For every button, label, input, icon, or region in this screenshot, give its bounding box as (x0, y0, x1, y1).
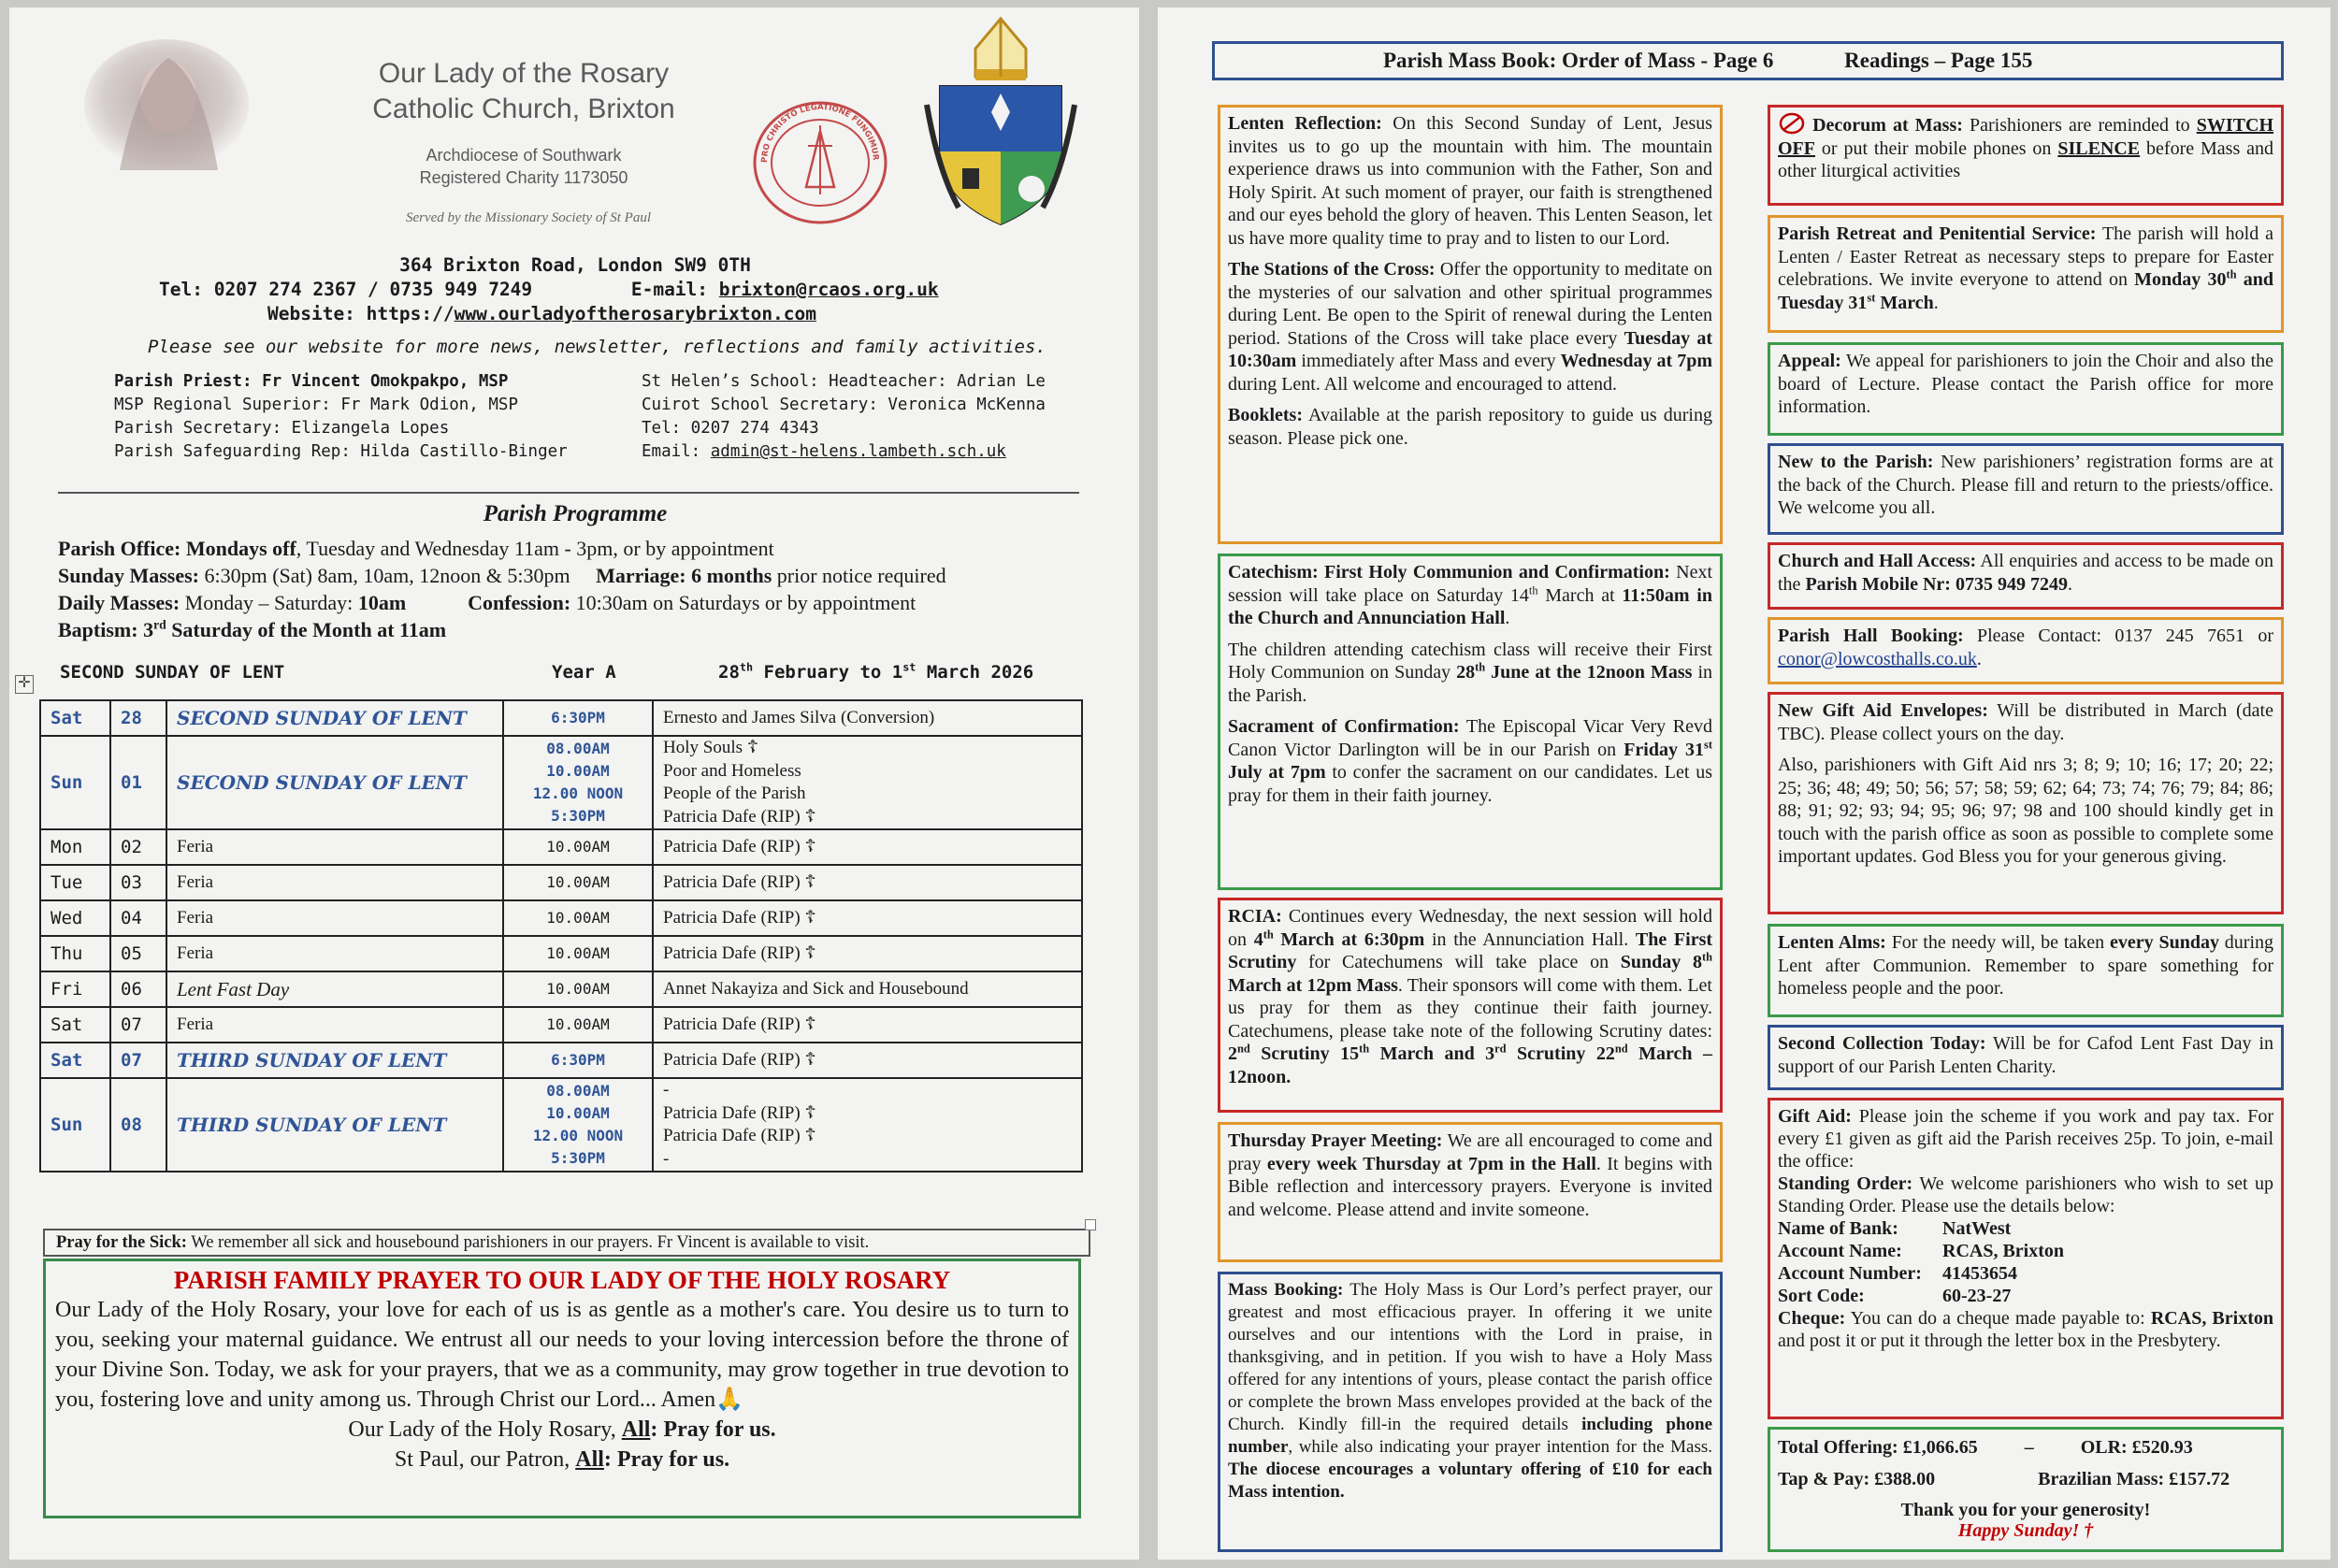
time-cell (503, 1078, 653, 1172)
day-cell: Sat (40, 1043, 110, 1078)
day-cell: Sun (40, 1078, 110, 1172)
mass-time: 10.00AM (546, 1015, 610, 1033)
gift-aid-box: Gift Aid: Please join the scheme if you work and pay tax. For every £1 given as gift aid the Parish receives 25p. To join, e-mail the office: Standing Order: We welcome parishioners who wish to set up Standing Order. Please use the details below: Name of Bank: NatWest Account Name: RCAS, Brixton Account Number: 41453654 Sort Code: 60-23-27 Cheque: You can do a cheque made payable to: RCAS, Brixton and post it or put it through the letter box in the Presbytery. (1768, 1098, 2284, 1419)
intention-cell (653, 936, 1082, 971)
table-row (40, 829, 1082, 865)
mass-intention: Holy Souls ☦ (663, 738, 759, 757)
day-cell: Thu (40, 936, 110, 971)
appeal-box: Appeal: We appeal for parishioners to join the Choir and also the board of Lecture. Please contact the Parish office for more information. (1768, 342, 2284, 436)
school-email-link[interactable]: admin@st-helens.lambeth.sch.uk (710, 442, 1006, 461)
new-parish-box: New to the Parish: New parishioners’ registration forms are at the back of the Church. Please fill and return to the priests/office. We welcome you all. (1768, 443, 2284, 535)
mass-intention: Patricia Dafe (RIP) ☦ (663, 836, 816, 856)
mass-time: 10.00AM (546, 873, 610, 891)
thursday-prayer-box: Thursday Prayer Meeting: We are all encouraged to come and pray every week Thursday at 7pm in the Hall. It begins with Bible reflection and intercessory prayers. Everyone is invited and welcome. Please attend and invite someone. (1218, 1122, 1723, 1262)
mass-time: 12.00 NOON (532, 784, 624, 802)
day-cell: Sat (40, 1007, 110, 1043)
mass-booking-box: Mass Booking: The Holy Mass is Our Lord’s perfect prayer, our greatest and most efficacious prayer. In offering it we unite ourselves and our intentions with the Lord in praise, in thanksgiving, and in petition. If you wish to have a Holy Mass offered for any intentions of yours, please contact the parish office or complete the brown Mass envelopes provided at the back of the Church. Kindly fill-in the required details including phone number, while also indicating your prayer intention for the Mass. The diocese encourages a voluntary offering of £10 for each Mass intention. (1218, 1272, 1723, 1552)
table-row (40, 865, 1082, 900)
time-cell (503, 971, 653, 1007)
liturgy-cell: THIRD SUNDAY OF LENT (166, 1078, 503, 1172)
readings-page: Readings – Page 155 (1844, 49, 2033, 72)
time-cell (503, 865, 653, 900)
pray-for-sick: Pray for the Sick: We remember all sick and housebound parishioners in our prayers. Fr Vincent is available to visit. (43, 1229, 1090, 1257)
date-cell: 06 (110, 971, 166, 1007)
mass-intention: Poor and Homeless (663, 760, 801, 781)
table-row (40, 1078, 1082, 1172)
charity-number: Registered Charity 1173050 (419, 168, 628, 187)
date-cell: 07 (110, 1043, 166, 1078)
hall-email-link[interactable]: conor@lowcosthalls.co.uk (1778, 648, 1977, 669)
intention-cell (653, 1007, 1082, 1043)
mass-intention: - (663, 1080, 670, 1100)
mass-time: 08.00AM (546, 1082, 610, 1100)
coat-of-arms-logo (921, 11, 1080, 228)
intention-cell (653, 1078, 1082, 1172)
mass-intention: Patricia Dafe (RIP) ☦ (663, 1014, 816, 1034)
staff-row: MSP Regional Superior: Fr Mark Odion, MSP (114, 396, 518, 414)
mass-time: 5:30PM (551, 807, 605, 825)
seal-text: PRO CHRISTO LEGATIONE FUNGIMUR (759, 102, 881, 164)
intention-cell (653, 971, 1082, 1007)
prayer-body: Our Lady of the Holy Rosary, your love for each of us is as gentle as a mother's care. You desire us to turn to you, seeking your maternal guidance. We entrust all our needs to your loving intercession before the throne of your Divine Son. Today, we ask for your prayers, that we as a community, may grow together in true devotion to you, fostering love and unity among us. Through Christ our Lord... Amen🙏 (55, 1298, 1069, 1412)
divider (58, 492, 1079, 494)
mass-intention: Patricia Dafe (RIP) ☦ (663, 871, 816, 892)
church-address: 364 Brixton Road, London SW9 0TH (399, 254, 751, 276)
hall-access-box: Church and Hall Access: All enquiries and access to be made on the Parish Mobile Nr: 0735 949 7249. (1768, 542, 2284, 610)
mass-intention: Patricia Dafe (RIP) ☦ (663, 806, 816, 827)
church-name-line2: Catholic Church, Brixton (372, 94, 675, 124)
lenten-reflection-box: Lenten Reflection: On this Second Sunday of Lent, Jesus invites us to go up the mountain with him. The mountain experience draws us into communion with the Father, Son and Holy Spirit. At such moment of prayer, our faith is strengthened and our eyes behold the glory of heaven. This Lenten Season, let us have more quality time to pray and to listen to our Lord. The Stations of the Cross: Offer the opportunity to meditate on the mysteries of our salvation and other spiritual programmes during Lent. Be open to the Spirit of renewal during the Lenten period. Stations of the Cross will take place every Tuesday at 10:30am immediately after Mass and every Wednesday at 7pm during Lent. All welcome and encouraged to attend. Booklets: Available at the parish repository to guide us during season. Please pick one. (1218, 105, 1723, 544)
total-offering: £1,066.65 (1902, 1437, 1978, 1458)
mass-time: 6:30PM (551, 1051, 605, 1069)
date-cell: 28 (110, 700, 166, 736)
church-email-link[interactable]: brixton@rcaos.org.uk (718, 279, 939, 300)
hall-booking-box: Parish Hall Booking: Please Contact: 0137 245 7651 or conor@lowcosthalls.co.uk. (1768, 617, 2284, 684)
staff-row: Parish Safeguarding Rep: Hilda Castillo-Binger (114, 442, 568, 461)
mass-time: 10.00AM (546, 909, 610, 927)
time-cell (503, 1043, 653, 1078)
mass-time: 10.00AM (546, 980, 610, 998)
day-cell: Mon (40, 829, 110, 865)
mass-intention: People of the Parish (663, 784, 806, 803)
table-row (40, 736, 1082, 829)
mass-intention: Patricia Dafe (RIP) ☦ (663, 942, 816, 963)
right-page (1158, 7, 2331, 1560)
served-by: Served by the Missionary Society of St Paul (405, 210, 652, 225)
liturgy-cell: Feria (166, 900, 503, 936)
msp-seal-logo (750, 97, 890, 228)
lenten-alms-box: Lenten Alms: For the needy will, be taken every Sunday during Lent after Communion. Remember to spare something for homeless people and the poor. (1768, 924, 2284, 1017)
mass-time: 10.00AM (546, 838, 610, 856)
church-name (365, 56, 683, 127)
mass-intention: Annet Nakayiza and Sick and Housebound (663, 978, 969, 999)
programme-title: Parish Programme (483, 501, 668, 526)
liturgical-year: Year A (552, 662, 616, 683)
second-collection-box: Second Collection Today: Will be for Cafod Lent Fast Day in support of our Parish Lenten Charity. (1768, 1025, 2284, 1090)
week-dates: 28th February to 1st March 2026 (718, 660, 1034, 683)
table-row (40, 900, 1082, 936)
time-cell (503, 1007, 653, 1043)
liturgy-cell: Feria (166, 1007, 503, 1043)
website-line (267, 301, 816, 327)
decorum-box: Decorum at Mass: Parishioners are reminded to SWITCH OFF or put their mobile phones on SILENCE before Mass and other liturgical activities (1768, 105, 2284, 206)
no-phone-icon (1778, 112, 1806, 135)
offering-box: Total Offering: £1,066.65 – OLR: £520.93 Tap & Pay: £388.00 Brazilian Mass: £157.72 Thank you for your generosity! Happy Sunday! † (1768, 1427, 2284, 1552)
left-page (9, 7, 1139, 1560)
email-label: E-mail: (630, 279, 709, 300)
day-cell: Wed (40, 900, 110, 936)
date-cell: 03 (110, 865, 166, 900)
mass-book-page: Parish Mass Book: Order of Mass - Page 6 (1383, 49, 1774, 72)
archdiocese: Archdiocese of Southwark (426, 146, 622, 165)
retreat-box: Parish Retreat and Penitential Service: The parish will hold a Lenten / Easter Retreat as necessary steps to prepare for Easter celebrations. We invite everyone to attend on Monday 30th and Tuesday 31st March. (1768, 215, 2284, 333)
table-row (40, 1007, 1082, 1043)
contact-line (159, 277, 939, 303)
intention-cell (653, 865, 1082, 900)
time-cell (503, 900, 653, 936)
liturgy-cell: SECOND SUNDAY OF LENT (166, 736, 503, 829)
liturgy-cell: THIRD SUNDAY OF LENT (166, 1043, 503, 1078)
table-row (40, 700, 1082, 736)
mass-intention: Patricia Dafe (RIP) ☦ (663, 1126, 816, 1145)
staff-row: Parish Priest: Fr Vincent Omokpakpo, MSP (114, 372, 509, 391)
date-cell: 08 (110, 1078, 166, 1172)
intention-cell (653, 700, 1082, 736)
mass-intention: - (663, 1148, 670, 1169)
table-row (40, 936, 1082, 971)
rcia-box: RCIA: Continues every Wednesday, the next session will hold on 4th March at 6:30pm in the Annunciation Hall. The First Scrutiny for Catechumens will take place on Sunday 8th March at 12pm Mass. Their sponsors will come with them. Let us pray for them as they continue their faith journey. Catechumens, please take note of the following Scrutiny dates: 2nd Scrutiny 15th March and 3rd Scrutiny 22nd March – 12noon. (1218, 898, 1723, 1113)
mass-intention: Patricia Dafe (RIP) ☦ (663, 1049, 816, 1070)
programme-list: Parish Office: Mondays off, Tuesday and Wednesday 11am - 3pm, or by appointment Sunday Masses: 6:30pm (Sat) 8am, 10am, 12noon & 5:30pm Marriage: 6 months prior notice required Daily Masses: Monday – Saturday: 10am Confession: 10:30am on Saturdays or by appointment Baptism: 3rd Saturday of the Month at 11am (58, 537, 946, 641)
mass-time: 10.00AM (546, 762, 610, 780)
date-cell: 02 (110, 829, 166, 865)
liturgy-cell: Feria (166, 829, 503, 865)
liturgy-cell: Feria (166, 936, 503, 971)
mass-intention: Patricia Dafe (RIP) ☦ (663, 907, 816, 928)
parish-family-prayer: PARISH FAMILY PRAYER TO OUR LADY OF THE HOLY ROSARY Our Lady of the Holy Rosary, your love for each of us is as gentle as a mother's care. You desire us to turn to you, seeking your maternal guidance. We entrust all our needs to your loving intercession before the throne of your Divine Son. Today, we ask for your prayers, that we as a community, may grow together in true devotion to you, fostering love and unity among us. Through Christ our Lord... Amen🙏 Our Lady of the Holy Rosary, All: Pray for us. St Paul, our Patron, All: Pray for us. (43, 1259, 1081, 1518)
date-cell: 01 (110, 736, 166, 829)
mass-intention: Ernesto and James Silva (Conversion) (663, 707, 935, 727)
website-note: Please see our website for more news, newsletter, reflections and family activities. (148, 337, 1046, 357)
thank-you-note: Thank you for your generosity! (1900, 1500, 2151, 1520)
website-link[interactable]: www.ourladyoftherosarybrixton.com (454, 303, 817, 324)
brazilian-mass-offering: £157.72 (2169, 1469, 2230, 1489)
date-cell: 07 (110, 1007, 166, 1043)
resize-handle[interactable] (1085, 1219, 1096, 1230)
mass-schedule-table (39, 699, 1083, 1172)
tap-pay-offering: £388.00 (1874, 1469, 1936, 1489)
mass-intention: Patricia Dafe (RIP) ☦ (663, 1102, 816, 1123)
school-info: St Helen’s School: Headteacher: Adrian Le Cuirot School Secretary: Veronica McKenna Tel: 0207 274 4343 Email: admin@st-helens.lambeth.sch.uk (642, 372, 1046, 461)
mary-image (82, 39, 251, 170)
mass-time: 10.00AM (546, 944, 610, 962)
mass-time: 08.00AM (546, 740, 610, 757)
day-cell: Sun (40, 736, 110, 829)
website-label: Website: https:// (267, 303, 455, 324)
time-cell (503, 829, 653, 865)
mass-time: 5:30PM (551, 1149, 605, 1167)
archdiocese-block (365, 144, 683, 189)
liturgy-cell: Lent Fast Day (166, 971, 503, 1007)
olr-offering: £520.93 (2131, 1437, 2193, 1458)
gift-aid-envelopes-box: New Gift Aid Envelopes: Will be distributed in March (date TBC). Please collect yours on the day. Also, parishioners with Gift Aid nrs 3; 8; 9; 10; 16; 17; 20; 22; 25; 36; 48; 49; 50; 56; 57; 58; 59; 62; 64; 73; 74; 76; 79; 84; 86; 88; 91; 92; 93; 94; 95; 96; 97; 98 and 100 should kindly get in touch with the parish office as soon as possible to complete some important updates. God Bless you for your generous giving. (1768, 692, 2284, 914)
week-name: SECOND SUNDAY OF LENT (60, 662, 285, 683)
table-row (40, 1043, 1082, 1078)
date-cell: 04 (110, 900, 166, 936)
time-cell (503, 736, 653, 829)
catechism-box: Catechism: First Holy Communion and Confirmation: Next session will take place on Saturday 14th March at 11:50am in the Church and Annunciation Hall. The children attending catechism class will receive their First Holy Communion on Sunday 28th June at the 12noon Mass in the Parish. Sacrament of Confirmation: The Episcopal Vicar Very Revd Canon Victor Darlington will be in our Parish on Friday 31st July at 7pm to confer the sacrament on our candidates. Let us pray for them in their faith journey. (1218, 554, 1723, 890)
date-cell: 05 (110, 936, 166, 971)
liturgy-cell: SECOND SUNDAY OF LENT (166, 700, 503, 736)
table-move-handle-icon[interactable]: ✛ (15, 675, 34, 694)
mass-time: 12.00 NOON (532, 1127, 624, 1144)
day-cell: Sat (40, 700, 110, 736)
intention-cell (653, 900, 1082, 936)
day-cell: Tue (40, 865, 110, 900)
prayer-title: PARISH FAMILY PRAYER TO OUR LADY OF THE HOLY ROSARY (173, 1266, 951, 1294)
staff-row: Parish Secretary: Elizangela Lopes (114, 419, 450, 438)
intention-cell (653, 829, 1082, 865)
church-name-line1: Our Lady of the Rosary (378, 58, 670, 89)
time-cell (503, 936, 653, 971)
phone-numbers: Tel: 0207 274 2367 / 0735 949 7249 (159, 279, 533, 300)
day-cell: Fri (40, 971, 110, 1007)
mass-time: 6:30PM (551, 709, 605, 726)
intention-cell (653, 1043, 1082, 1078)
staff-list-left (114, 370, 568, 464)
mass-time: 10.00AM (546, 1104, 610, 1122)
table-row (40, 971, 1082, 1007)
happy-sunday: Happy Sunday! † (1957, 1520, 2094, 1541)
liturgy-cell: Feria (166, 865, 503, 900)
intention-cell (653, 736, 1082, 829)
time-cell (503, 700, 653, 736)
mass-book-header (1212, 41, 2284, 80)
